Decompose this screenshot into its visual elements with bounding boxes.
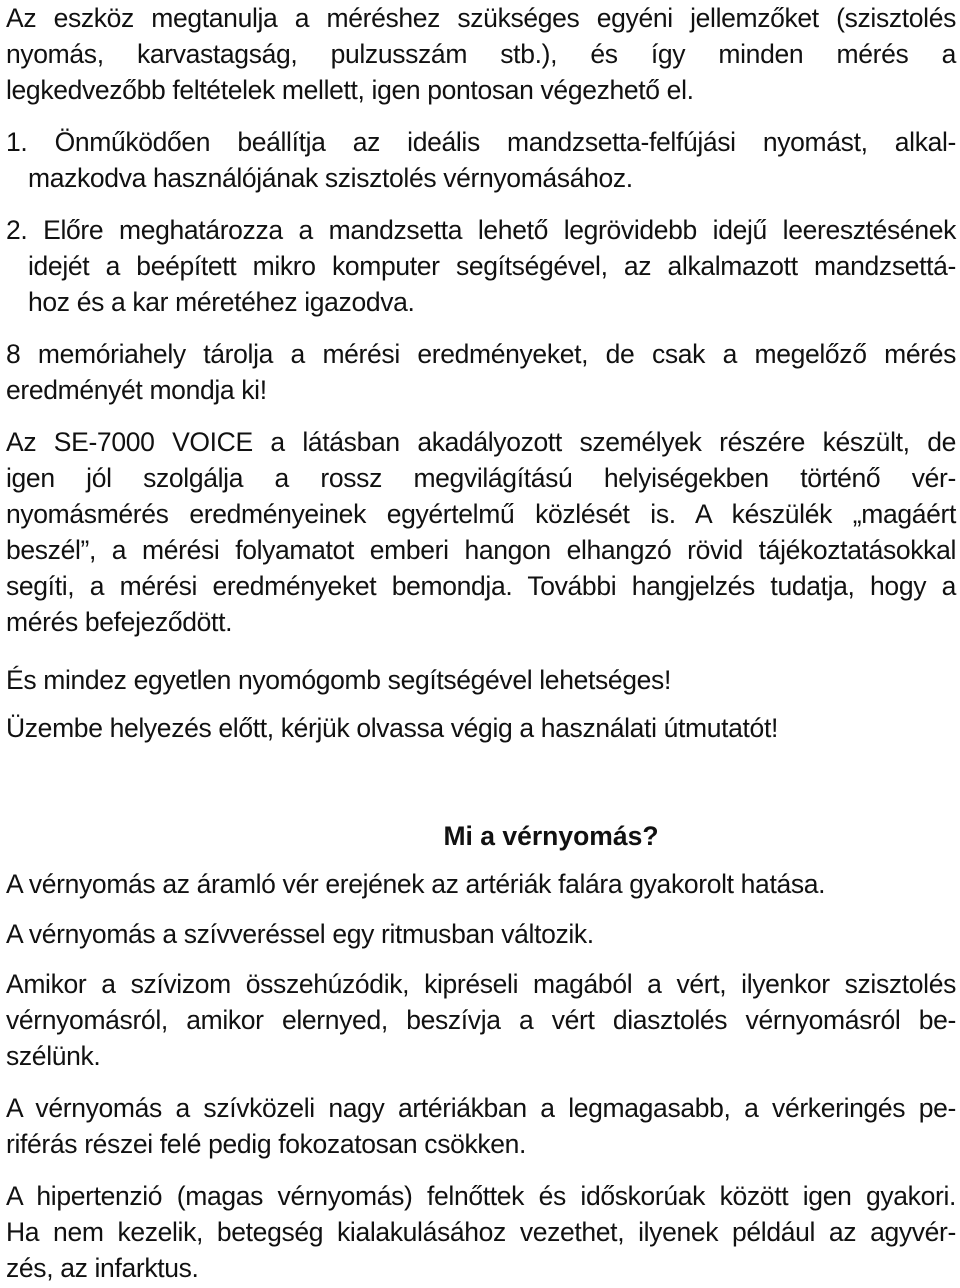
voice-line-1: Az SE-7000 VOICE a látásban akadályozott személyek részére készült, de	[6, 427, 956, 457]
voice-line-4: beszél”, a mérési folyamatot emberi hangon elhangzó rövid tájékoztatásokkal	[6, 535, 956, 565]
list-item-2-line-3: hoz és a kar méretéhez igazodva.	[28, 287, 415, 317]
voice-line-3: nyomásmérés eredményeinek egyértelmű közlését is. A készülék „magáért	[6, 499, 956, 529]
section-paragraph-5-line-3: zés, az infarktus.	[6, 1253, 199, 1283]
list-item-1-line-1: 1. Önműködően beállítja az ideális mandzsetta-felfújási nyomást, alkal-	[6, 127, 956, 157]
single-button-sentence: És mindez egyetlen nyomógomb segítségével lehetséges!	[6, 665, 671, 695]
section-paragraph-3-line-3: szélünk.	[6, 1041, 101, 1071]
list-item-1-line-2: mazkodva használójának szisztolés vérnyomásához.	[28, 163, 633, 193]
section-paragraph-1: A vérnyomás az áramló vér erejének az artériák falára gyakorolt hatása.	[6, 869, 826, 899]
section-paragraph-2: A vérnyomás a szívveréssel egy ritmusban változik.	[6, 919, 594, 949]
section-paragraph-3-line-2: vérnyomásról, amikor elernyed, beszívja a vért diasztolés vérnyomásról be-	[6, 1005, 956, 1035]
section-paragraph-4-line-2: riférás részei felé pedig fokozatosan csökken.	[6, 1129, 527, 1159]
intro-line-1: Az eszköz megtanulja a méréshez szükséges egyéni jellemzőket (szisztolés	[6, 3, 956, 33]
voice-line-5: segíti, a mérési eredményeket bemondja. További hangjelzés tudatja, hogy a	[6, 571, 956, 601]
memory-line-1: 8 memóriahely tárolja a mérési eredményeket, de csak a megelőző mérés	[6, 339, 956, 369]
section-paragraph-4-line-1: A vérnyomás a szívközeli nagy artériákban a legmagasabb, a vérkeringés pe-	[6, 1093, 956, 1123]
voice-line-2: igen jól szolgálja a rossz megvilágítású helyiségekben történő vér-	[6, 463, 956, 493]
memory-line-2: eredményét mondja ki!	[6, 375, 267, 405]
list-item-2-line-1: 2. Előre meghatározza a mandzsetta lehető legrövidebb idejű leeresztésének	[6, 215, 956, 245]
section-paragraph-3-line-1: Amikor a szívizom összehúzódik, kipréseli magából a vért, ilyenkor szisztolés	[6, 969, 956, 999]
section-heading: Mi a vérnyomás?	[443, 821, 659, 851]
voice-line-6: mérés befejeződött.	[6, 607, 233, 637]
read-manual-sentence: Üzembe helyezés előtt, kérjük olvassa végig a használati útmutatót!	[6, 713, 778, 743]
list-item-2-line-2: idejét a beépített mikro komputer segítségével, az alkalmazott mandzsettá-	[28, 251, 956, 281]
section-paragraph-5-line-2: Ha nem kezelik, betegség kialakulásához vezethet, ilyenek például az agyvér-	[6, 1217, 956, 1247]
intro-line-3: legkedvezőbb feltételek mellett, igen pontosan végezhető el.	[6, 75, 694, 105]
intro-line-2: nyomás, karvastagság, pulzusszám stb.), és így minden mérés a	[6, 39, 956, 69]
section-paragraph-5-line-1: A hipertenzió (magas vérnyomás) felnőttek és időskorúak között igen gyakori.	[6, 1181, 956, 1211]
